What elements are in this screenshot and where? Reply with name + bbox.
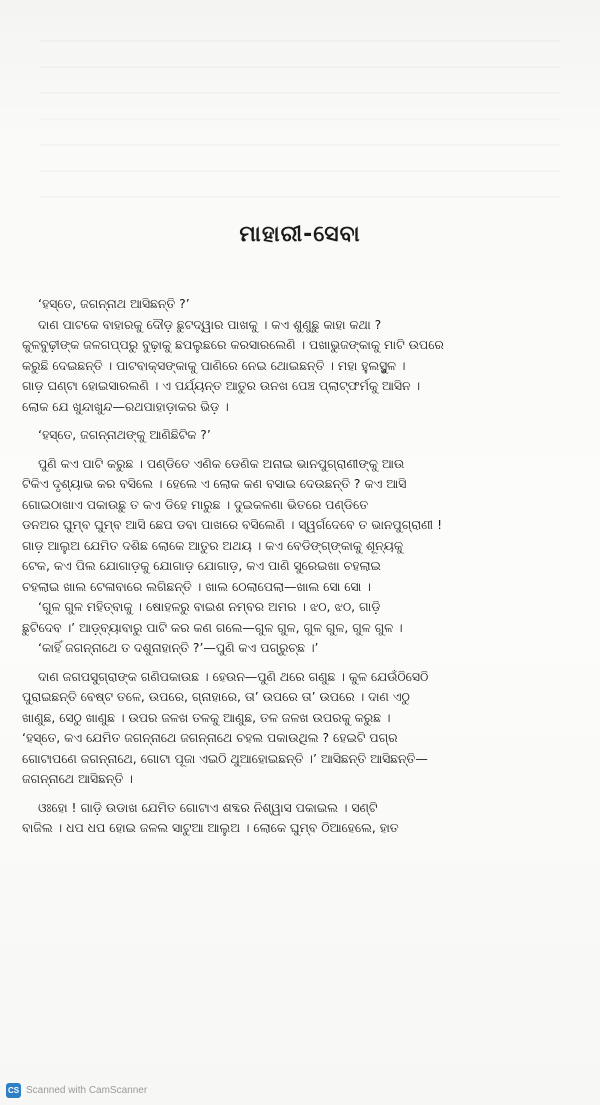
camscanner-icon: CS: [6, 1083, 21, 1098]
text-line: ଚହଲାଇ ଖାଲ ଟେଳାବାରେ ଲଗିଛନ୍ତି । ଖାଲ ଠେଲାପେଲା—ଖାଲ ସୋ ସୋ ।: [22, 578, 371, 594]
text-line: ‘ହସ୍ତେ, ଜଗନ୍ନାଥଙ୍କୁ ଆଣିଛିଟିକ ?’: [38, 427, 211, 442]
text-line: ଓଃହୋ ! ଗାଡ଼ି ଉଡାଖ ଯେମିତ ଗୋଟାଏ ଶବ୍ଦର ନିଶ୍ୱାସ ପକାଇଲ । ସଣ୍ଟି: [38, 799, 378, 815]
text-line: ଗୋଟାପଣେ ଜଗନ୍ନାଥେ, ଗୋଟା ପୂଜା ଏଇଠି ଥୁଆହୋଇଛନ୍ତି ।’ ଆସିଛନ୍ତି ଆସିଛନ୍ତି—: [22, 750, 428, 766]
text-line: ଡନଅର ଘୁମ୍ବ ଘୁମ୍ବ ଆସି ଛେପ ଡବା ପାଖରେ ବସିଲେଣି । ସ୍ୱର୍ଗଦେବେ ତ ଭାନପୁଗ୍ରାଣୀ !: [22, 517, 443, 532]
text-line: ଟିକିଏ ଦୃଶ୍ୟାଭ କର ବସିଲେ । ହେଲେ ଏ ଲୋକ କଣ ବସାଇ ଦେଉଛନ୍ତି ? କଏ ଆସି: [22, 476, 407, 491]
text-line: ପୁଣି କଏ ପାଟି କରୁଛ । ପଣ୍ଡିତେ ଏଣିକ ଡେଣିକ ଅନାଇ ଭାନପୁଗ୍ରାଣୀଙ୍କୁ ଆଉ: [38, 455, 405, 471]
text-line: ଦାଣ ପାଟକେ ବାହାରକୁ ଦୌଡ଼ ଛୁଟଦ୍ୱାର ପାଖକୁ । କଏ ଶୁଣୁଛୁ କାହା କଥା ?: [38, 316, 382, 332]
text-line: ଗୋଇଠାଖାଏ ପକାଉଛୁ ତ କଏ ଡିହେ ମାରୁଛ । ଦୁଇକଳଣା ଭିତରେ ପଣ୍ଡିତେ: [22, 496, 369, 512]
watermark-text: Scanned with CamScanner: [26, 1084, 148, 1096]
chapter-title: ମାହାରୀ-ସେବା: [239, 222, 361, 247]
text-line: ଲୋକ ଯେ ଖୁନ୍ଦାଖୁନ୍ଦ—ରଥପାହାଡ଼ାକର ଭିଡ଼ ।: [22, 398, 229, 414]
text-line: ଗାଡ଼ ଘଣ୍ଟା ହୋଇସାରଲଣି । ଏ ପର୍ଯ୍ୟନ୍ତ ଆତୁର ଉନଖ ପେଞ୍ଚ ପ୍ଲାଟ୍‌ଫର୍ମକୁ ଆସିନ ।: [22, 378, 421, 393]
text-line: କୁଳବୁଢ଼ୀଙ୍କ ଜଳଗପ୍ପରୁ ବୁଢ଼ାକୁ ଛପଲୁଛରେ କରସାରଲେଣି । ପଖାଭୁଜଙ୍କାକୁ ମାଟି ଉପରେ: [22, 337, 444, 352]
scanner-watermark: [6, 1081, 147, 1099]
text-line: ‘କାହିଁ ଜଗନ୍ନାଥେ ତ ଦଶୁନାହାନ୍ତି ?’—ପୁଣି କଏ ପଗ୍ରୁଚ୍ଛ ।’: [38, 640, 319, 655]
bleed-through-text: [40, 40, 560, 210]
text-line: କରୁଛି ଦେଇଛନ୍ତି । ପାଟବାକ୍‌ସଙ୍କାକୁ ପାଣିରେ ନେଇ ଥୋଇଛନ୍ତି । ମହା ହୁଲସ୍ଥୁଳ ।: [22, 357, 406, 373]
text-line: ‘ଗୁଳ ଗୁଳ ମହିତ୍‌ବାକୁ । ଷୋହଳରୁ ବାଇଶ ନମ୍ବର ଅମର । ଝଠ, ଝଠ, ଗାଡ଼ି: [38, 599, 381, 614]
text-line: ଦାଣ ଜଗପସୁଗ୍ରାଙ୍କ ଗଣିପକାଉଛ । ହେଉନ—ପୁଣି ଥରେ ଗଣୁଛ । କୁଳ ଯେଉଁଠିସେଠି: [38, 668, 429, 684]
body-text: [22, 294, 580, 839]
text-line: ‘ହସ୍ତେ, ଜଗନ୍ନାଥ ଆସିଛନ୍ତି ?’: [38, 296, 190, 311]
text-line: ଖାଣୁଛ, ସେଠୁ ଖାଣୁଛ । ଉପର ଜଳଖ ତଳକୁ ଆଣୁଛ, ତଳ ଜଳଖ ଉପରକୁ କରୁଛ ।: [22, 709, 391, 725]
text-line: ଛୁଟିଦେବ ।’ ଆଡ଼୍‌ବ୍ୟାବାରୁ ପାଟି କର କଣ ଗଲେ—ଗୁଳ ଗୁଳ, ଗୁଳ ଗୁଳ, ଗୁଳ ଗୁଳ ।: [22, 619, 403, 635]
text-line: ଗାଡ଼ ଆଲୁଅ ଯେମିତ ଦଶିଛ ଲୋକେ ଆତୁର ଅଥୟ । କଏ ବେଡିଙ୍ଗ୍‌ଙ୍କାକୁ ଶୂନ୍ୟକୁ: [22, 537, 404, 553]
text-line: ଟେକ, କଏ ପିଲ ଯୋଗାଡ଼କୁ ଯୋଗାଡ଼ ଯୋଗାଡ଼, କଏ ପାଣି ସୁରେଇଖା ଚହଲାଇ: [22, 558, 381, 573]
text-line: ଜଗନ୍ନାଥେ ଆସିଛନ୍ତି ।: [22, 771, 133, 786]
text-line: ‘ହସ୍ତେ, କଏ ଯେମିତ ଜଗନ୍ନାଥେ ଜଗନ୍ନାଥେ ଚହଲ ପକାଉଥିଲ ? ହେଇଟି ପଗ୍ର: [22, 730, 398, 745]
text-line: ପୁରାଇଛନ୍ତି ବେଷ୍ଟ ତଳେ, ଉପରେ, ଗ୍ନାହାରେ, ତା’ ଉପରେ ତା’ ଉପରେ । ଦାଣ ଏଠୁ: [22, 689, 410, 704]
text-line: ବାଜିଲ । ଧପ ଧପ ହୋଇ ଜଳଲ ସାଟୁଆ ଆଲୁଅ । ଲୋକେ ଘୁମ୍ବ ଠିଆହେଲେ, ହାତ: [22, 820, 399, 835]
